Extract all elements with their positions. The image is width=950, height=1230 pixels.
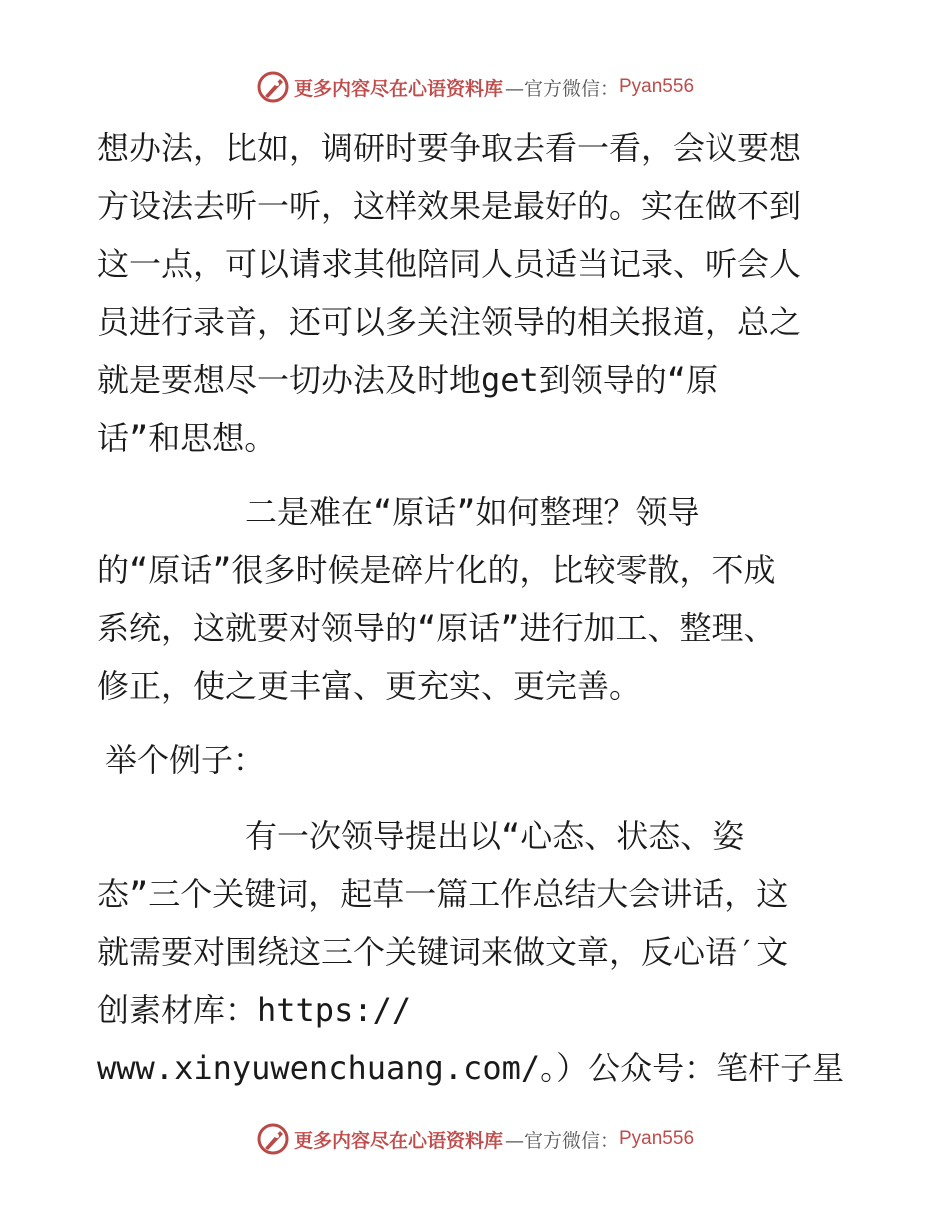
footer-watermark bbox=[0, 1122, 950, 1156]
header-watermark bbox=[0, 70, 950, 104]
watermark-separator: —官方微信： bbox=[504, 1129, 619, 1152]
text-line: 就需要对围绕这三个关键词来做文章，反心语′文 bbox=[97, 933, 789, 971]
text-line: 有一次领导提出以“心态、状态、姿 bbox=[245, 817, 745, 855]
text-line: 方设法去听一听，这样效果是最好的。实在做不到 bbox=[97, 187, 802, 225]
pen-logo-icon bbox=[256, 1122, 290, 1156]
watermark-separator: —官方微信： bbox=[504, 77, 619, 100]
text-line: 这一点，可以请求其他陪同人员适当记录、听会人 bbox=[97, 245, 802, 283]
text-line: 就是要想尽一切办法及时地get到领导的“原 bbox=[97, 361, 719, 399]
text-line: 员进行录音，还可以多关注领导的相关报道，总之 bbox=[97, 303, 802, 341]
text-line: www.xinyuwenchuang.com/。）公众号：笔杆子星 bbox=[97, 1049, 845, 1087]
text-line: 系统，这就要对领导的“原话”进行加工、整理、 bbox=[97, 609, 776, 647]
text-line: 想办法，比如，调研时要争取去看一看，会议要想 bbox=[97, 129, 802, 167]
text-line: 举个例子： bbox=[105, 741, 266, 779]
watermark-text: 更多内容尽在心语资料库 bbox=[293, 77, 503, 100]
watermark-account-id: Pyan556 bbox=[619, 76, 695, 97]
text-line: 的“原话”很多时候是碎片化的，比较零散，不成 bbox=[97, 551, 776, 589]
text-line: 修正，使之更丰富、更充实、更完善。 bbox=[97, 667, 642, 705]
text-line: 态”三个关键词，起草一篇工作总结大会讲话，这 bbox=[97, 875, 789, 913]
watermark-text: 更多内容尽在心语资料库 bbox=[293, 1129, 503, 1152]
watermark-account-id: Pyan556 bbox=[619, 1128, 695, 1149]
text-line: 话”和思想。 bbox=[97, 419, 277, 457]
pen-logo-icon bbox=[256, 70, 290, 104]
text-line: 二是难在“原话”如何整理？领导 bbox=[245, 493, 700, 531]
text-line: 创素材库：https:// bbox=[97, 991, 412, 1029]
